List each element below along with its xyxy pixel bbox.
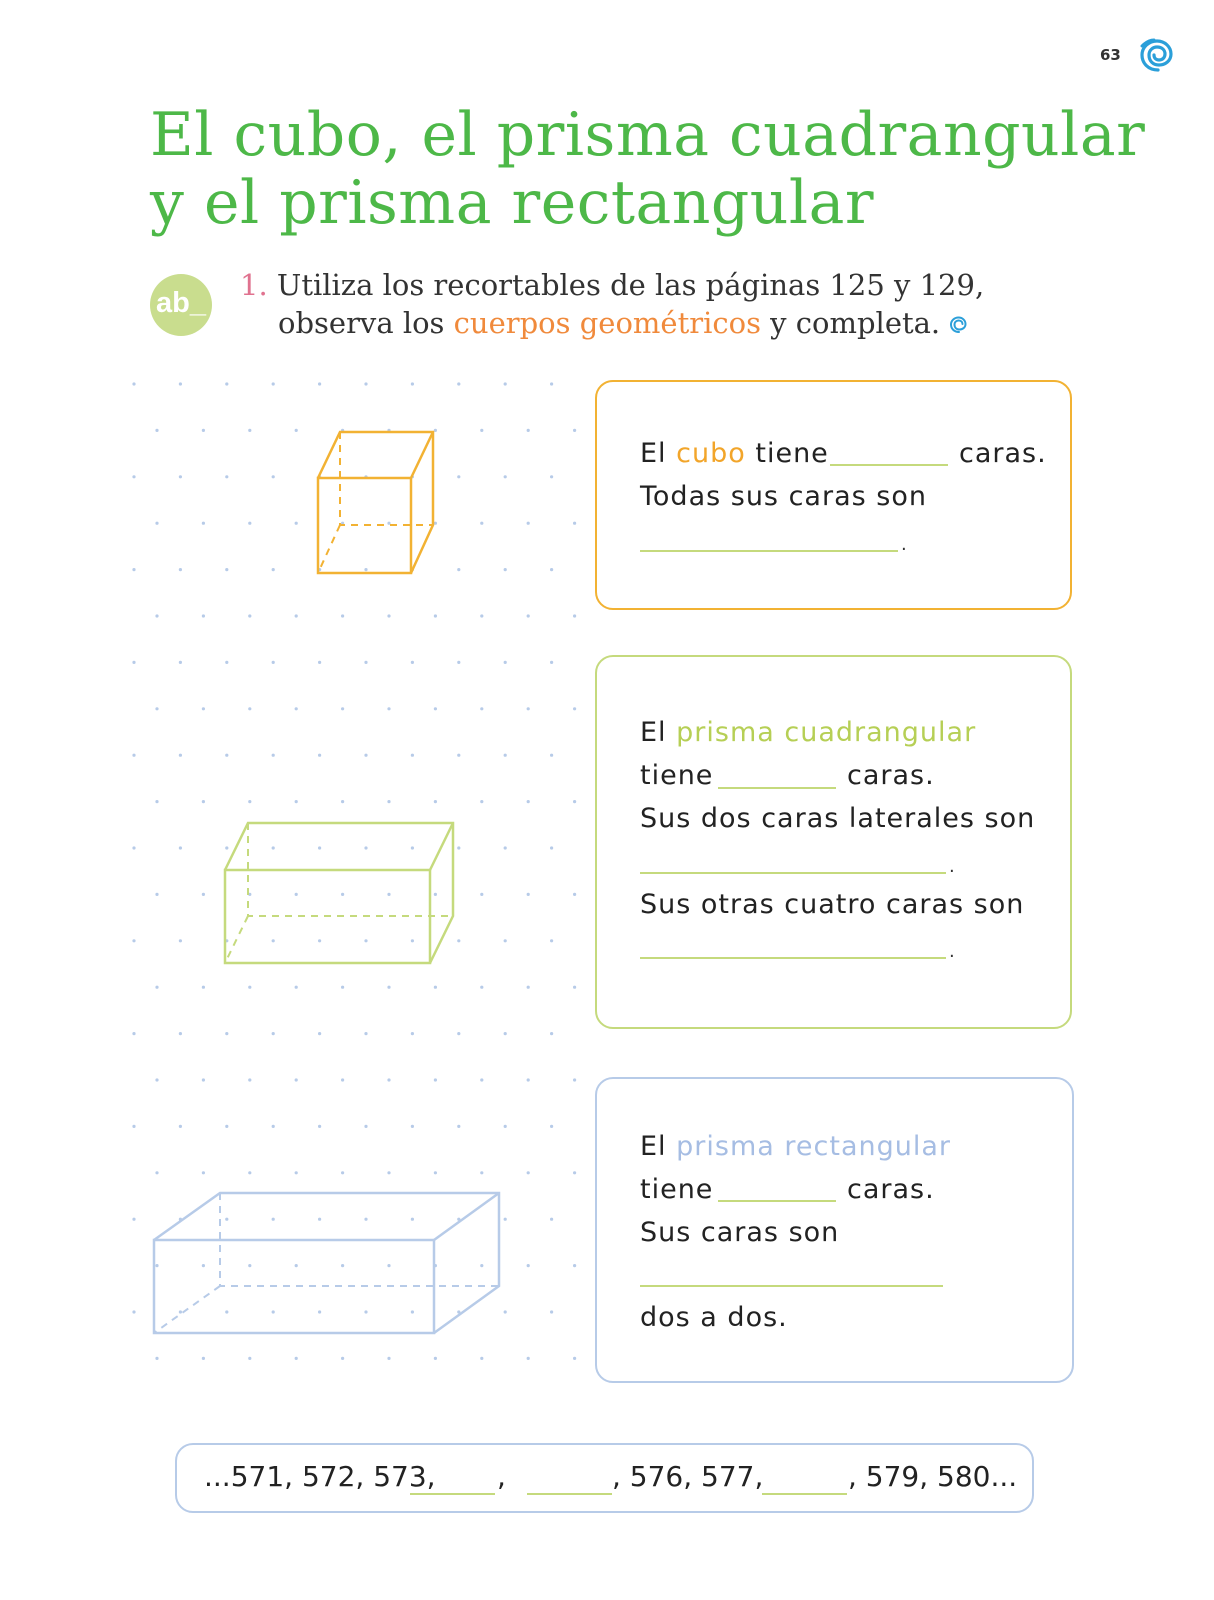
- grid-dot: [550, 754, 553, 757]
- sequence-comma: ,: [497, 1460, 506, 1493]
- grid-dot: [318, 1125, 321, 1128]
- grid-dot: [179, 846, 182, 849]
- grid-dot: [295, 893, 298, 896]
- grid-dot: [504, 1310, 507, 1313]
- grid-dot: [225, 846, 228, 849]
- grid-dot: [225, 1310, 228, 1313]
- instruction-number: 1.: [240, 268, 268, 302]
- instruction-keyword: cuerpos geométricos: [453, 306, 761, 340]
- sequence-mid: , 576, 577,: [612, 1460, 764, 1493]
- grid-dot: [155, 893, 158, 896]
- grid-dot: [387, 1078, 390, 1081]
- grid-dot: [387, 1171, 390, 1174]
- rect-line3: Sus caras son: [640, 1217, 840, 1248]
- grid-dot: [341, 1357, 344, 1360]
- grid-dot: [202, 893, 205, 896]
- grid-dot: [573, 1171, 576, 1174]
- grid-dot: [527, 1171, 530, 1174]
- grid-dot: [341, 614, 344, 617]
- grid-dot: [504, 939, 507, 942]
- instruction-line1: [240, 268, 984, 302]
- grid-dot: [364, 1032, 367, 1035]
- square-line1: [640, 717, 976, 748]
- grid-dot: [132, 661, 135, 664]
- grid-dot: [155, 707, 158, 710]
- square-line4: Sus otras cuatro caras son: [640, 889, 1025, 920]
- grid-dot: [434, 1171, 437, 1174]
- grid-dot: [504, 1032, 507, 1035]
- cube-faces-blank[interactable]: [830, 464, 948, 466]
- grid-dot: [387, 986, 390, 989]
- grid-dot: [202, 800, 205, 803]
- sequence-blank-578[interactable]: [762, 1493, 847, 1495]
- grid-dot: [248, 522, 251, 525]
- grid-dot: [341, 893, 344, 896]
- grid-dot: [527, 893, 530, 896]
- small-spiral-icon: [949, 315, 969, 335]
- grid-dot: [295, 707, 298, 710]
- grid-dot: [573, 893, 576, 896]
- grid-dot: [132, 939, 135, 942]
- square-keyword: prisma cuadrangular: [676, 717, 977, 748]
- grid-dot: [411, 1032, 414, 1035]
- rect-line4: dos a dos.: [640, 1302, 788, 1333]
- grid-dot: [434, 1078, 437, 1081]
- grid-dot: [527, 800, 530, 803]
- cube-caras: caras.: [959, 438, 1047, 469]
- grid-dot: [364, 568, 367, 571]
- grid-dot: [272, 1310, 275, 1313]
- cube-shape-blank[interactable]: [640, 550, 898, 552]
- square-period2: .: [949, 941, 955, 962]
- grid-dot: [504, 846, 507, 849]
- grid-dot: [411, 1218, 414, 1221]
- cube-line2: Todas sus caras son: [640, 481, 927, 512]
- grid-dot: [434, 522, 437, 525]
- square-prism-figure: [225, 823, 453, 963]
- grid-dot: [318, 661, 321, 664]
- grid-dot: [364, 382, 367, 385]
- ab-badge-icon: ab_: [150, 274, 212, 336]
- page-number: 63: [1100, 46, 1121, 64]
- grid-dot: [248, 614, 251, 617]
- grid-dot: [504, 1125, 507, 1128]
- grid-dot: [202, 614, 205, 617]
- grid-dot: [202, 522, 205, 525]
- grid-dot: [155, 614, 158, 617]
- grid-dot: [387, 1264, 390, 1267]
- spiral-icon: [1138, 36, 1178, 76]
- grid-dot: [155, 1264, 158, 1267]
- grid-dot: [225, 1125, 228, 1128]
- grid-dot: [272, 939, 275, 942]
- grid-dot: [225, 1218, 228, 1221]
- square-tiene: tiene: [640, 760, 714, 791]
- square-caras: caras.: [847, 760, 935, 791]
- rect-prism-figure: [154, 1193, 499, 1333]
- grid-dot: [225, 475, 228, 478]
- rect-shape-blank[interactable]: [640, 1285, 943, 1287]
- grid-dot: [411, 661, 414, 664]
- grid-dot: [179, 382, 182, 385]
- grid-dot: [272, 846, 275, 849]
- cube-answer-box: [595, 380, 1072, 610]
- grid-dot: [527, 522, 530, 525]
- sequence-start: ...571, 572, 573,: [204, 1460, 436, 1493]
- grid-dot: [550, 568, 553, 571]
- grid-dot: [504, 568, 507, 571]
- grid-dot: [225, 1032, 228, 1035]
- rect-caras: caras.: [847, 1174, 935, 1205]
- grid-dot: [272, 1032, 275, 1035]
- grid-dot: [132, 475, 135, 478]
- grid-dot: [155, 986, 158, 989]
- grid-dot: [527, 614, 530, 617]
- grid-dot: [132, 1032, 135, 1035]
- grid-dot: [411, 939, 414, 942]
- grid-dot: [295, 800, 298, 803]
- grid-dot: [225, 382, 228, 385]
- grid-dot: [434, 800, 437, 803]
- square-other-blank[interactable]: [640, 957, 946, 959]
- grid-dot: [179, 661, 182, 664]
- grid-dot: [527, 1264, 530, 1267]
- grid-dot: [272, 661, 275, 664]
- sequence-blank-574[interactable]: [410, 1493, 495, 1495]
- grid-dot: [318, 754, 321, 757]
- grid-dot: [527, 1357, 530, 1360]
- grid-dot: [480, 800, 483, 803]
- grid-dot: [364, 1125, 367, 1128]
- grid-dot: [248, 429, 251, 432]
- grid-dot: [480, 614, 483, 617]
- grid-dot: [550, 382, 553, 385]
- grid-dot: [364, 1218, 367, 1221]
- grid-dot: [550, 661, 553, 664]
- grid-dot: [434, 614, 437, 617]
- grid-dot: [318, 939, 321, 942]
- square-el: El: [640, 717, 667, 748]
- grid-dot: [179, 754, 182, 757]
- square-faces-blank[interactable]: [718, 787, 836, 789]
- grid-dot: [550, 1125, 553, 1128]
- grid-dot: [550, 1310, 553, 1313]
- grid-dot: [480, 429, 483, 432]
- grid-dot: [573, 1264, 576, 1267]
- grid-dot: [550, 846, 553, 849]
- grid-dot: [272, 1218, 275, 1221]
- grid-dot: [272, 754, 275, 757]
- grid-dot: [457, 568, 460, 571]
- grid-dot: [411, 382, 414, 385]
- grid-dot: [434, 707, 437, 710]
- grid-dot: [364, 846, 367, 849]
- grid-dot: [295, 1264, 298, 1267]
- grid-dot: [202, 707, 205, 710]
- instruction-line2: [278, 306, 969, 340]
- grid-dot: [573, 614, 576, 617]
- grid-dot: [155, 429, 158, 432]
- grid-dot: [295, 429, 298, 432]
- grid-dot: [248, 800, 251, 803]
- grid-dot: [132, 1125, 135, 1128]
- grid-dot: [411, 1310, 414, 1313]
- grid-dot: [364, 1310, 367, 1313]
- grid-dot: [411, 846, 414, 849]
- grid-dot: [480, 1171, 483, 1174]
- grid-dot: [272, 568, 275, 571]
- grid-dot: [457, 475, 460, 478]
- grid-dot: [179, 939, 182, 942]
- dot-grid-figures: [130, 380, 590, 1390]
- rect-faces-blank[interactable]: [718, 1200, 836, 1202]
- rect-tiene: tiene: [640, 1174, 714, 1205]
- rect-line1: [640, 1131, 951, 1162]
- grid-dot: [318, 1310, 321, 1313]
- grid-dot: [202, 1078, 205, 1081]
- grid-dot: [457, 846, 460, 849]
- grid-dot: [341, 1078, 344, 1081]
- cube-figure: [318, 432, 433, 573]
- grid-dot: [248, 1264, 251, 1267]
- grid-dot: [248, 707, 251, 710]
- grid-dot: [155, 1357, 158, 1360]
- grid-dot: [225, 754, 228, 757]
- grid-dot: [179, 475, 182, 478]
- grid-dot: [318, 846, 321, 849]
- grid-dot: [457, 382, 460, 385]
- grid-dot: [202, 986, 205, 989]
- cube-tiene: tiene: [755, 438, 829, 469]
- grid-dot: [364, 661, 367, 664]
- grid-dot: [387, 707, 390, 710]
- grid-dot: [504, 1218, 507, 1221]
- grid-dot: [573, 707, 576, 710]
- page-title-line2: y el prisma rectangular: [150, 168, 875, 238]
- grid-dot: [387, 893, 390, 896]
- square-prism-answer-box: [595, 655, 1072, 1029]
- grid-dot: [225, 568, 228, 571]
- grid-dot: [573, 1357, 576, 1360]
- grid-dot: [550, 939, 553, 942]
- grid-dot: [295, 986, 298, 989]
- grid-dot: [573, 1078, 576, 1081]
- grid-dot: [480, 1078, 483, 1081]
- grid-dot: [132, 382, 135, 385]
- grid-dot: [202, 1171, 205, 1174]
- grid-dot: [202, 429, 205, 432]
- grid-dot: [550, 1218, 553, 1221]
- grid-dot: [295, 614, 298, 617]
- grid-dot: [527, 986, 530, 989]
- grid-dot: [434, 893, 437, 896]
- grid-dot: [457, 754, 460, 757]
- grid-dot: [318, 382, 321, 385]
- grid-dot: [480, 1357, 483, 1360]
- grid-dot: [573, 522, 576, 525]
- grid-dot: [132, 846, 135, 849]
- grid-dot: [272, 1125, 275, 1128]
- cube-line1: [640, 438, 829, 469]
- grid-dot: [318, 1032, 321, 1035]
- grid-dot: [295, 1078, 298, 1081]
- grid-dot: [550, 1032, 553, 1035]
- grid-dot: [457, 939, 460, 942]
- grid-dot: [341, 1264, 344, 1267]
- square-line3: Sus dos caras laterales son: [640, 803, 1036, 834]
- grid-dot: [272, 475, 275, 478]
- grid-dot: [504, 661, 507, 664]
- grid-dot: [387, 1357, 390, 1360]
- grid-dot: [387, 800, 390, 803]
- grid-dot: [387, 614, 390, 617]
- grid-dot: [179, 1310, 182, 1313]
- grid-dot: [457, 1032, 460, 1035]
- grid-dot: [225, 661, 228, 664]
- grid-dot: [179, 568, 182, 571]
- grid-dot: [480, 893, 483, 896]
- rect-prism-answer-box: [595, 1077, 1074, 1383]
- grid-dot: [295, 1357, 298, 1360]
- grid-dot: [179, 1125, 182, 1128]
- grid-dot: [457, 661, 460, 664]
- cube-period: .: [901, 534, 907, 555]
- cube-el: El: [640, 438, 667, 469]
- grid-dot: [457, 1125, 460, 1128]
- cube-keyword: cubo: [676, 438, 746, 469]
- rect-keyword: prisma rectangular: [676, 1131, 951, 1162]
- rect-el: El: [640, 1131, 667, 1162]
- grid-dot: [573, 429, 576, 432]
- grid-dot: [341, 800, 344, 803]
- instruction-text: Utiliza los recortables de las páginas 125 y 129,: [276, 268, 985, 302]
- grid-dot: [411, 754, 414, 757]
- grid-dot: [132, 1218, 135, 1221]
- grid-dot: [527, 707, 530, 710]
- grid-dot: [295, 1171, 298, 1174]
- grid-dot: [480, 986, 483, 989]
- grid-dot: [318, 1218, 321, 1221]
- grid-dot: [155, 522, 158, 525]
- grid-dot: [434, 1357, 437, 1360]
- grid-dot: [504, 754, 507, 757]
- grid-dot: [504, 382, 507, 385]
- grid-dot: [364, 754, 367, 757]
- grid-dot: [434, 986, 437, 989]
- grid-dot: [411, 1125, 414, 1128]
- grid-dot: [179, 1032, 182, 1035]
- square-lateral-blank[interactable]: [640, 872, 946, 874]
- square-period1: .: [949, 856, 955, 877]
- grid-dot: [132, 568, 135, 571]
- grid-dot: [248, 1078, 251, 1081]
- grid-dot: [480, 522, 483, 525]
- grid-dot: [480, 707, 483, 710]
- grid-dot: [550, 475, 553, 478]
- grid-dot: [272, 382, 275, 385]
- grid-dot: [248, 986, 251, 989]
- grid-dot: [155, 1171, 158, 1174]
- sequence-blank-575[interactable]: [527, 1493, 612, 1495]
- grid-dot: [248, 1357, 251, 1360]
- grid-dot: [202, 1264, 205, 1267]
- instruction-suffix: y completa.: [760, 306, 941, 340]
- sequence-end: , 579, 580...: [848, 1460, 1018, 1493]
- grid-dot: [202, 1357, 205, 1360]
- grid-dot: [341, 1171, 344, 1174]
- grid-dot: [155, 1078, 158, 1081]
- grid-dot: [341, 707, 344, 710]
- grid-dot: [155, 800, 158, 803]
- grid-dot: [364, 939, 367, 942]
- grid-dot: [132, 1310, 135, 1313]
- grid-dot: [132, 754, 135, 757]
- grid-dot: [527, 429, 530, 432]
- grid-dot: [341, 986, 344, 989]
- instruction-prefix: observa los: [278, 306, 454, 340]
- grid-dot: [434, 429, 437, 432]
- grid-dot: [248, 1171, 251, 1174]
- grid-dot: [480, 1264, 483, 1267]
- grid-dot: [527, 1078, 530, 1081]
- grid-dot: [573, 800, 576, 803]
- page-title-line1: El cubo, el prisma cuadrangular: [150, 100, 1146, 170]
- grid-dot: [504, 475, 507, 478]
- grid-dot: [295, 522, 298, 525]
- grid-dot: [573, 986, 576, 989]
